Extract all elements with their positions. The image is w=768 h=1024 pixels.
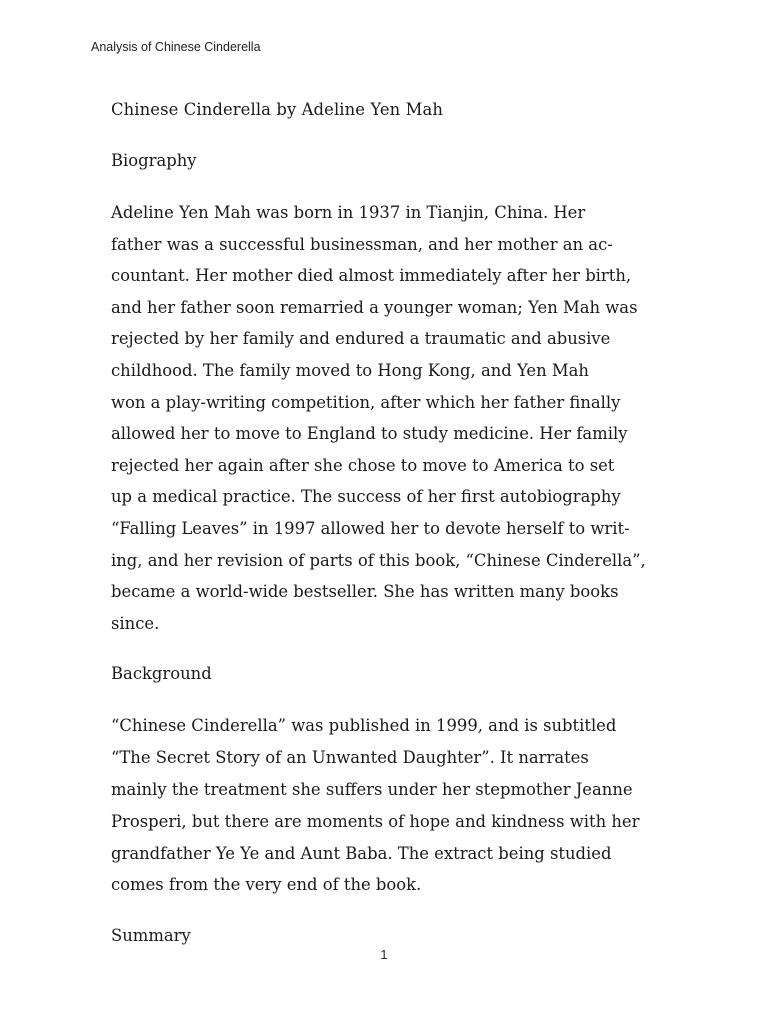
paragraph-line: “Falling Leaves” in 1997 allowed her to devote herself to writ-: [111, 518, 630, 538]
paragraph-line: up a medical practice. The success of her first autobiography: [111, 487, 621, 507]
paragraph-line: won a play-writing competition, after which her father finally: [111, 392, 621, 412]
background-paragraph: [111, 710, 671, 901]
document-title: Chinese Cinderella by Adeline Yen Mah: [111, 100, 444, 119]
paragraph-line: and her father soon remarried a younger woman; Yen Mah was: [111, 297, 638, 317]
paragraph-line: father was a successful businessman, and her mother an ac-: [111, 234, 613, 254]
paragraph-line: mainly the treatment she suffers under her stepmother Jeanne: [111, 779, 633, 799]
paragraph-line: Prosperi, but there are moments of hope and kindness with her: [111, 811, 640, 831]
document-body: [111, 96, 671, 950]
paragraph-line: rejected by her family and endured a traumatic and abusive: [111, 329, 611, 349]
page-number: 1: [380, 948, 388, 962]
biography-paragraph: [111, 197, 671, 639]
paragraph-line: since.: [111, 613, 160, 633]
paragraph-line: Adeline Yen Mah was born in 1937 in Tianjin, China. Her: [111, 203, 586, 222]
section-heading-background: Background: [111, 664, 212, 684]
paragraph-line: “The Secret Story of an Unwanted Daughter”. It narrates: [111, 748, 589, 768]
paragraph-line: ing, and her revision of parts of this book, “Chinese Cinderella”,: [111, 550, 646, 570]
paragraph-line: grandfather Ye Ye and Aunt Baba. The extract being studied: [111, 843, 612, 863]
paragraph-line: rejected her again after she chose to move to America to set: [111, 455, 615, 475]
paragraph-line: childhood. The family moved to Hong Kong, and Yen Mah: [111, 360, 589, 380]
running-header: Analysis of Chinese Cinderella: [91, 40, 261, 54]
paragraph-line: countant. Her mother died almost immediately after her birth,: [111, 266, 632, 286]
section-heading-biography: Biography: [111, 151, 197, 170]
paragraph-line: became a world-wide bestseller. She has written many books: [111, 582, 619, 602]
section-heading-summary: Summary: [111, 926, 191, 946]
paragraph-line: “Chinese Cinderella” was published in 1999, and is subtitled: [111, 716, 617, 736]
paragraph-line: allowed her to move to England to study medicine. Her family: [111, 424, 628, 444]
paragraph-line: comes from the very end of the book.: [111, 875, 422, 895]
